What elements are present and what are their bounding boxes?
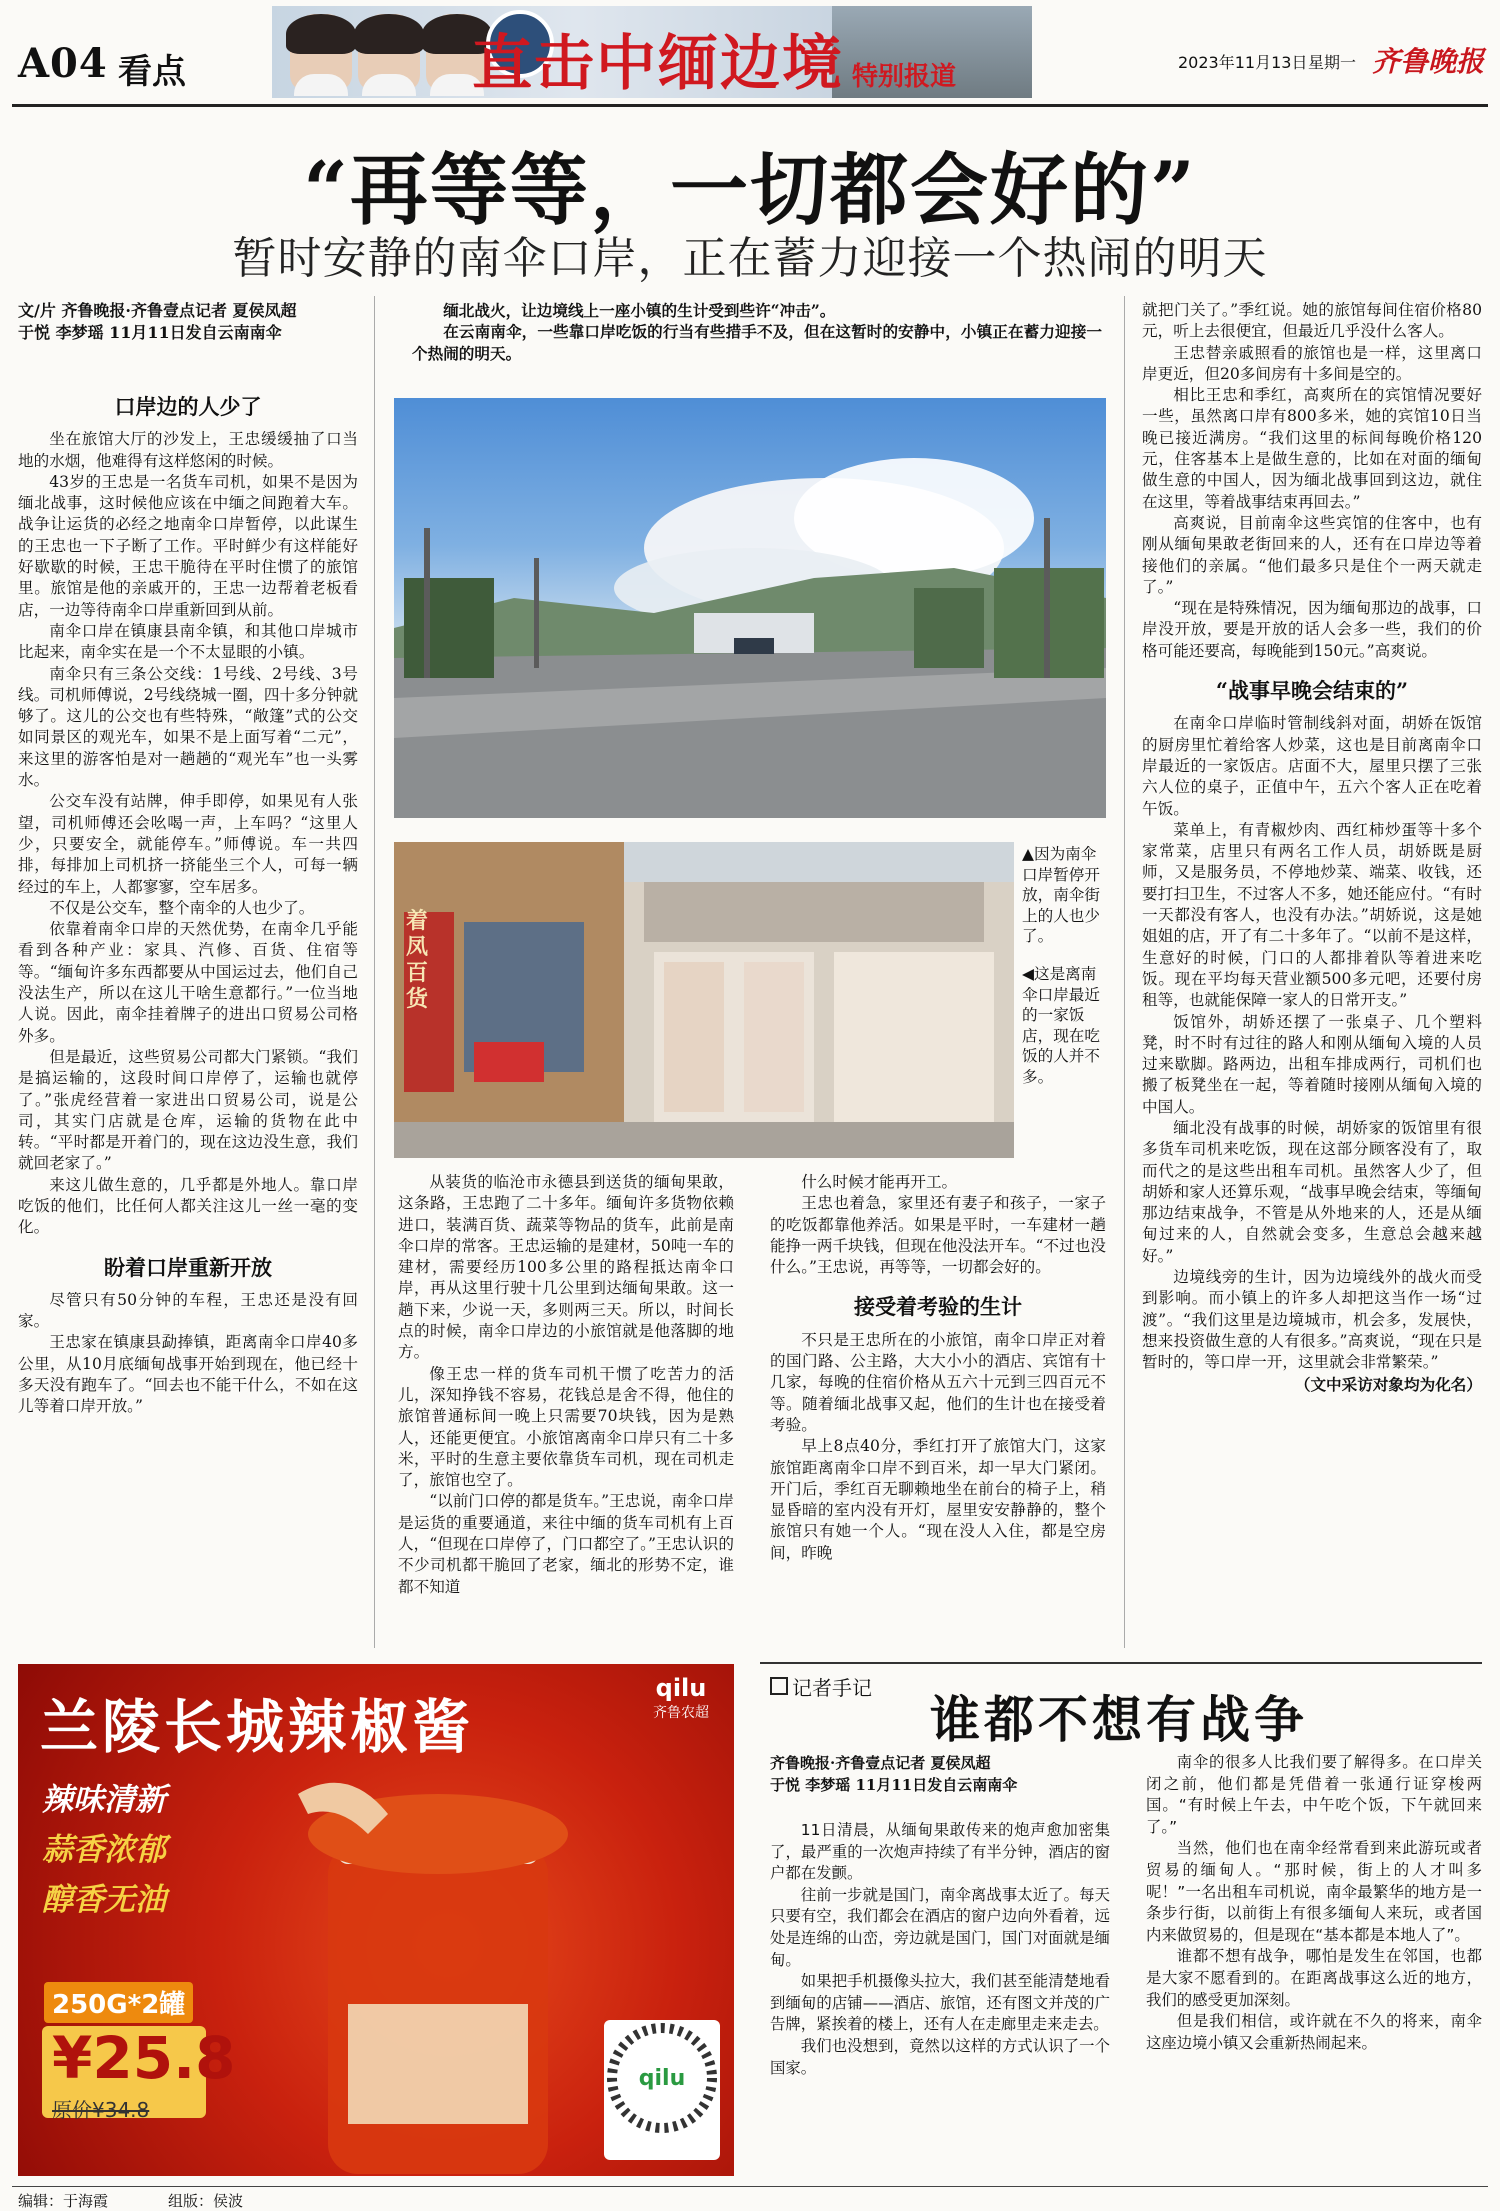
reporter-portrait [290, 14, 352, 90]
notebook-label [770, 1672, 872, 1701]
brand-logo-text: qilu [655, 1674, 707, 1702]
notebook-column-1 [770, 1820, 1110, 2079]
paragraph: “以前门口停的都是货车。”王忠说，南伞口岸是运货的重要通道，来往中缅的货车司机有上百人，“但现在口岸停了，门口都空了。”王忠认识的不少司机都干脆回了老家，缅北的形势不定，谁都不知道 [398, 1492, 734, 1596]
designer-credit: 组版：侯波 [168, 2192, 244, 2210]
brand-logo [636, 1674, 726, 1754]
newspaper-logo: 齐鲁晚报 [1372, 45, 1485, 78]
sauce-jar-illustration [268, 1774, 598, 2174]
street-photo [394, 398, 1106, 818]
footer-rule [12, 2186, 1488, 2187]
paragraph: 公交车没有站牌，伸手即停，如果见有人张望，司机师傅还会吆喝一声，上车吗？“这里人少，只要安全，就能停车。”师傅说。车一共四排，每排加上司机挤一挤能坐三个人，可每一辆经过的车上，人都寥寥，空车居多。 [18, 792, 358, 896]
paragraph: 相比王忠和季红，高爽所在的宾馆情况要好一些，虽然离口岸有800多米，她的宾馆10日当晚已接近满房。“我们这里的标间每晚价格120元，住客基本上是做生意的，比如在对面的缅甸做生意的中国人，因为缅北战事回到这边，就住在这里，等着战事结束再回去。” [1142, 386, 1482, 511]
paragraph: 但是我们相信，或许就在不久的将来，南伞这座边境小镇又会重新热闹起来。 [1146, 2012, 1482, 2052]
editor-credit: 编辑：于海霞 [18, 2192, 109, 2210]
byline-line: 于悦 李梦瑶 11月11日发自云南南伞 [18, 323, 282, 342]
shop-sign: 着凤百货 [406, 908, 429, 1012]
paragraph: 南伞的很多人比我们要了解得多。在口岸关闭之前，他们都是凭借着一张通行证穿梭两国。“有时候上午去，中午吃个饭，下午就回来了。” [1146, 1753, 1482, 1836]
header-rule [12, 104, 1488, 107]
paragraph: 就把门关了。”季红说。她的旅馆每间住宿价格80元，听上去很便宜，但最近几乎没什么客人。 [1142, 301, 1482, 341]
paragraph: 往前一步就是国门，南伞离战事太近了。每天只要有空，我们都会在酒店的窗户边向外看着，远处是连绵的山峦，旁边就是国门，国门对面就是缅甸。 [770, 1885, 1110, 1969]
chili-sauce-ad[interactable] [18, 1664, 734, 2176]
paragraph: 谁都不想有战争，哪怕是发生在邻国，也都是大家不愿看到的。在距离战事这么近的地方，我们的感受更加深刻。 [1146, 1947, 1482, 2009]
photo-caption: ◀这是离南伞口岸最近的一家饭店，现在吃饭的人并不多。 [1022, 965, 1100, 1086]
section-name: 看点 [118, 52, 186, 92]
banner-title: 直击中缅边境 [472, 29, 844, 98]
paragraph: 南伞口岸在镇康县南伞镇，和其他口岸城市比起来，南伞实在是一个不太显眼的小镇。 [18, 621, 358, 662]
special-report-banner [272, 6, 1032, 98]
paragraph: 在南伞口岸临时管制线斜对面，胡娇在饭馆的厨房里忙着给客人炒菜，这也是目前离南伞口岸最近的一家饭店。店面不大，屋里只摆了三张六人位的桌子，正值中午，五六个客人正在吃着午饭。 [1142, 714, 1482, 818]
article-column-2 [398, 1172, 734, 1598]
article-column-1 [18, 378, 358, 1418]
lede [412, 300, 1102, 364]
paragraph: 饭馆外，胡娇还摆了一张桌子、几个塑料凳，时不时有过往的路人和刚从缅甸入境的人员过来歇脚。路两边，出租车排成两行，司机们也搬了板凳坐在一起，等着随时接刚从缅甸入境的中国人。 [1142, 1012, 1482, 1116]
ad-title: 兰陵长城辣椒酱 [40, 1693, 475, 1761]
issue-date: 2023年11月13日 [1178, 53, 1308, 72]
page-number: A04 [18, 40, 108, 87]
paragraph: 王忠也着急，家里还有妻子和孩子，一家子的吃饭都靠他养活。如果是平时，一车建材一趟能挣一两千块钱，但现在他没法开车。“不过也没什么。”王忠说，再等等，一切都会好的。 [770, 1194, 1106, 1277]
byline-line: 文/片 齐鲁晚报·齐鲁壹点记者 夏侯凤超 [18, 301, 297, 320]
paragraph: 王忠替亲戚照看的旅馆也是一样，这里离口岸更近，但20多间房有十多间是空的。 [1142, 343, 1482, 383]
paragraph: 坐在旅馆大厅的沙发上，王忠缓缓抽了口当地的水烟，他难得有这样悠闲的时候。 [18, 430, 358, 470]
notebook-icon [770, 1677, 788, 1695]
byline [18, 300, 348, 344]
paragraph: 当然，他们也在南伞经常看到来此游玩或者贸易的缅甸人。“那时候，街上的人才叫多呢！”一名出租车司机说，南伞最繁华的地方是一条步行街，以前街上有很多缅甸人来玩，或者国内来做贸易的，但是现在“基本都是本地人了”。 [1146, 1839, 1482, 1944]
section-heading: 盼着口岸重新开放 [104, 1254, 272, 1280]
restaurant-photo [394, 842, 1014, 1158]
paragraph: 从装货的临沧市永德县到送货的缅甸果敢，这条路，王忠跑了二十多年。缅甸许多货物依赖进口，装满百货、蔬菜等物品的货车，此前是南伞口岸的常客。王忠运输的是建材，50吨一车的建材，需要经历100多公里的路程抵达南伞口岸，再从这里行驶十几公里到达缅甸果敢。这一趟下来，少说一天，多则两三天。所以，时间长点的时候，南伞口岸边的小旅馆就是他落脚的地方。 [398, 1173, 734, 1362]
ad-original-price: 原价¥34.8 [52, 2098, 150, 2122]
ad-price: ¥25.8 [52, 2024, 236, 2092]
paragraph: 43岁的王忠是一名货车司机，如果不是因为缅北战事，这时候他应该在中缅之间跑着大车。战争让运货的必经之地南伞口岸暂停，以此谋生的王忠也一下子断了工作。平时鲜少有这样能好好歇歇的时候，王忠干脆待在平时住惯了的旅馆里。旅馆是他的亲戚开的，王忠一边帮着老板看店，一边等待南伞口岸重新回到从前。 [18, 472, 358, 619]
paragraph: 不只是王忠所在的小旅馆，南伞口岸正对着的国门路、公主路，大大小小的酒店、宾馆有十几家，每晚的住宿价格从五六十元到三四百元不等。随着缅北战事又起，他们的生计也在接受着考验。 [770, 1330, 1106, 1434]
notebook-column-2 [1146, 1752, 1482, 2054]
street-illustration [394, 398, 1106, 818]
paragraph: 菜单上，有青椒炒肉、西红柿炒蛋等十多个家常菜，店里只有两名工作人员，胡娇既是厨师，又是服务员，不停地炒菜、端菜、收钱，还要打扫卫生，不过客人不多，她还能应付。“有时一天都没有客人，也没有办法。”胡娇说，这是她姐姐的店，开了有二十多年了。“以前不是这样，生意好的时候，门口的人都排着队等着进来吃饭。现在平均每天营业额500多元吧，还要付房租等，也就能保障一家人的日常开支。” [1142, 820, 1482, 1010]
lede-paragraph: 缅北战火，让边境线上一座小镇的生计受到些许“冲击”。 [443, 301, 836, 320]
paragraph: 我们也没想到，竟然以这样的方式认识了一个国家。 [770, 2036, 1110, 2077]
paragraph: 什么时候才能再开工。 [801, 1173, 958, 1191]
lede-paragraph: 在云南南伞，一些靠口岸吃饭的行当有些措手不及，但在这暂时的安静中，小镇正在蓄力迎接一个热闹的明天。 [412, 322, 1102, 363]
notebook-byline [770, 1752, 1110, 1796]
photo-caption: ▲因为南伞口岸暂停开放，南伞街上的人也少了。 [1022, 845, 1100, 945]
article-column-3 [770, 1172, 1106, 1564]
column-divider [1124, 296, 1125, 1648]
paragraph: 如果把手机摄像头拉大，我们甚至能清楚地看到缅甸的店铺——酒店、旅馆，还有图文并茂的广告牌，紧挨着的楼上，还有人在走廊里走来走去。 [770, 1972, 1110, 2034]
paragraph: 11日清晨，从缅甸果敢传来的炮声愈加密集了，最严重的一次炮声持续了有半分钟，酒店的窗户都在发颤。 [770, 1821, 1110, 1883]
notebook-label-text: 记者手记 [792, 1676, 872, 1700]
subheadline: 暂时安静的南伞口岸，正在蓄力迎接一个热闹的明天 [232, 233, 1268, 284]
paragraph: 王忠家在镇康县勐捧镇，距离南伞口岸40多公里，从10月底缅甸战事开始到现在，他已经十多天没有跑车了。“回去也不能干什么，不如在这儿等着口岸开放。” [18, 1333, 358, 1416]
paragraph: 不仅是公交车，整个南伞的人也少了。 [49, 898, 315, 917]
brand-logo-cn: 齐鲁农超 [653, 1705, 709, 1721]
paragraph: 缅北没有战事的时候，胡娇家的饭馆里有很多货车司机来吃饭，现在这部分顾客没有了，取而代之的是这些出租车司机。虽然客人少了，但胡娇和家人还算乐观，“战事早晚会结束，等缅甸那边结束战争，不管是从外地来的人，还是从缅甸过来的人，自然就会变多，生意总会越来越好。” [1142, 1118, 1482, 1265]
ad-spec: 250G*2罐 [44, 1982, 193, 2023]
notebook-rule [760, 1662, 1482, 1664]
paragraph: 依靠着南伞口岸的天然优势，在南伞几乎能看到各种产业：家具、汽修、百货、住宿等等。“缅甸许多东西都要从中国运过去，他们自己没法生产，所以在这儿干啥生意都行。”一位当地人说。因此，南伞挂着牌子的进出口贸易公司格外多。 [18, 920, 358, 1045]
section-heading: 接受着考验的生计 [854, 1294, 1022, 1320]
ad-tagline: 醇香无油 [42, 1882, 166, 1918]
byline-line: 齐鲁晚报·齐鲁壹点记者 夏侯凤超 [770, 1754, 991, 1772]
section-heading: 口岸边的人少了 [114, 394, 262, 419]
byline-line: 于悦 李梦瑶 11月11日发自云南南伞 [770, 1776, 1018, 1794]
pseudonym-note: （文中采访对象均为化名） [1294, 1374, 1482, 1394]
paragraph: 边境线旁的生计，因为边境线外的战火而受到影响。而小镇上的许多人却把这当作一场“过渡”。“我们这里是边境城市，机会多，发展快，想来投资做生意的人有很多。”高爽说，“现在只是暂时的，等口岸一开，这里就会非常繁荣。” [1142, 1268, 1482, 1372]
restaurant-illustration [394, 842, 1014, 1158]
headline: “再等等，一切都会好的” [303, 145, 1197, 236]
paragraph: 早上8点40分，季红打开了旅馆大门，这家旅馆距离南伞口岸不到百米，却一早大门紧闭。开门后，季红百无聊赖地坐在前台的椅子上，稍显昏暗的室内没有开灯，屋里安安静静的，整个旅馆只有她一个人。“现在没人入住，都是空房间，昨晚 [770, 1437, 1106, 1562]
paragraph: 高爽说，目前南伞这些宾馆的住客中，也有刚从缅甸果敢老街回来的人，还有在口岸边等着接他们的亲属。“他们最多只是住个一两天就走了。” [1142, 513, 1482, 596]
qr-brand: qilu [638, 2066, 686, 2091]
paragraph: 来这儿做生意的，几乎都是外地人。靠口岸吃饭的他们，比任何人都关注这儿一丝一毫的变化。 [18, 1175, 358, 1237]
paragraph: 尽管只有50分钟的车程，王忠还是没有回家。 [18, 1290, 358, 1331]
paragraph: “现在是特殊情况，因为缅甸那边的战事，口岸没开放，要是开放的话人会多一些，我们的价格可能还要高，每晚能到150元。”高爽说。 [1142, 599, 1482, 660]
article-column-4 [1142, 300, 1482, 1395]
reporter-portrait [358, 14, 420, 90]
paragraph: 南伞只有三条公交线：1号线、2号线、3号线。司机师傅说，2号线绕城一圈，四十多分钟就够了。这儿的公交也有些特殊，“敞篷”式的公交如同景区的观光车，如果不是上面写着“二元”，来这里的游客怕是对一趟趟的“观光车”也一头雾水。 [18, 664, 358, 790]
ad-tagline: 辣味清新 [42, 1782, 166, 1818]
banner-subtitle: 特别报道 [852, 62, 957, 92]
notebook-title: 谁都不想有战争 [930, 1690, 1308, 1749]
column-divider [374, 296, 375, 1648]
qr-code[interactable] [604, 2020, 720, 2160]
ad-tagline: 蒜香浓郁 [42, 1832, 166, 1868]
section-heading: “战事早晚会结束的” [1215, 678, 1409, 704]
paragraph: 但是最近，这些贸易公司都大门紧锁。“我们是搞运输的，这段时间口岸停了，运输也就停了。”张虎经营着一家进出口贸易公司，说是公司，其实门店就是仓库，运输的货物在此中转。“平时都是开着门的，现在这边没生意，我们就回老家了。” [18, 1047, 358, 1173]
paragraph: 像王忠一样的货车司机干惯了吃苦力的活儿，深知挣钱不容易，花钱总是舍不得，他住的旅馆普通标间一晚上只需要70块钱，因为是熟人，还能更便宜。小旅馆离南伞口岸只有二十多米，平时的生意主要依靠货车司机，现在司机走了，旅馆也空了。 [398, 1364, 734, 1490]
issue-weekday: 星期一 [1308, 53, 1357, 72]
